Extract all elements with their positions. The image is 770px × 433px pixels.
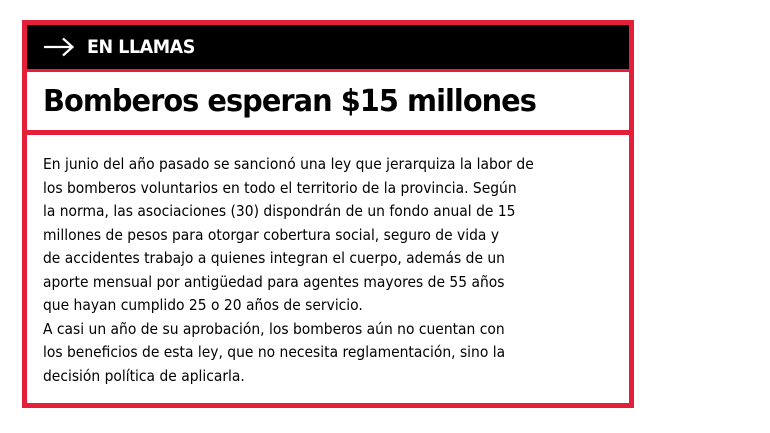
news-box — [22, 20, 634, 408]
headline: Bomberos esperan $15 millones — [43, 83, 536, 119]
body-line: millones de pesos para otorgar cobertura social, seguro de vida y — [43, 225, 500, 244]
body-line: decisión política de aplicarla. — [43, 366, 245, 385]
body-line: los beneficios de esta ley, que no necesita reglamentación, sino la — [43, 343, 506, 361]
body-line: A casi un año de su aprobación, los bomberos aún no cuentan con — [43, 319, 505, 338]
body-line: que hayan cumplido 25 o 20 años de servicio. — [43, 296, 363, 314]
body-text — [43, 153, 633, 388]
headline-area — [27, 72, 629, 135]
body-line: de accidentes trabajo a quienes integran el cuerpo, además de un — [43, 249, 505, 267]
kicker-bar — [27, 25, 629, 72]
body-line: la norma, las asociaciones (30) dispondrán de un fondo anual de 15 — [43, 202, 516, 220]
body-line: aporte mensual por antigüedad para agentes mayores de 55 años — [43, 272, 505, 291]
body-line: En junio del año pasado se sancionó una ley que jerarquiza la labor de — [43, 155, 534, 173]
arrow-right-icon — [43, 37, 75, 57]
body-line: los bomberos voluntarios en todo el territorio de la provincia. Según — [43, 178, 517, 197]
kicker-label: EN LLAMAS — [87, 36, 195, 58]
